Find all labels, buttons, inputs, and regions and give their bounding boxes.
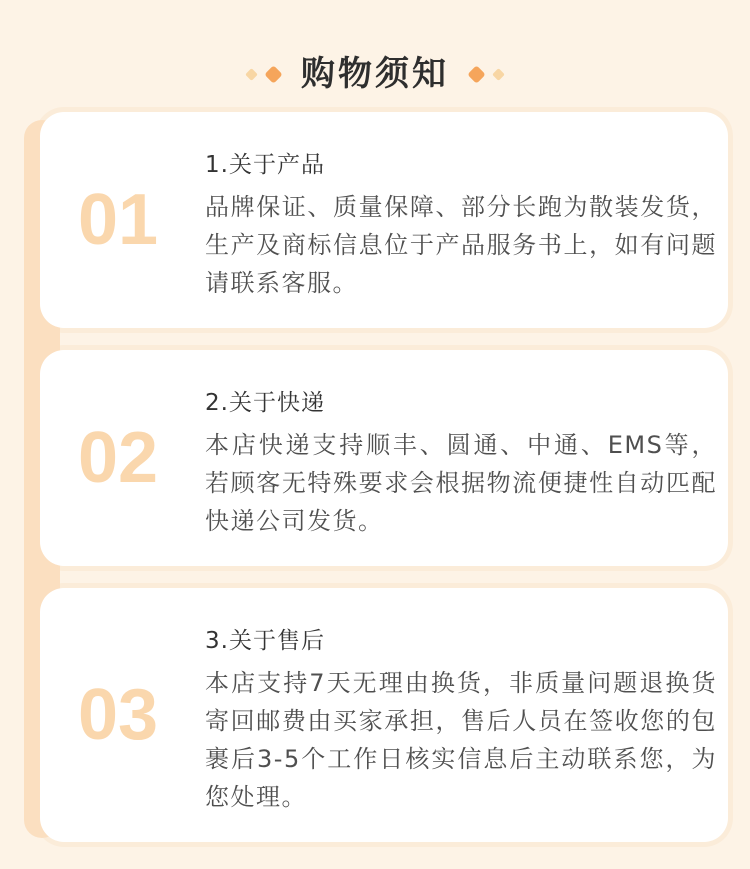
section-body: 本店快递支持顺丰、圆通、中通、EMS等，若顾客无特殊要求会根据物流便捷性自动匹配快递公司发货。 [205,431,717,535]
diamond-icon-right-small [492,68,505,81]
diamond-icon-left-small [245,68,258,81]
notice-list [0,112,750,842]
section-heading: 2.关于快递 [205,390,325,416]
page-title: 购物须知 [301,54,449,94]
section-body: 本店支持7天无理由换货，非质量问题退换货寄回邮费由买家承担，售后人员在签收您的包裹后3-5个工作日核实信息后主动联系您，为您处理。 [205,669,717,811]
notice-card [40,588,728,842]
section-body: 品牌保证、质量保障、部分长跑为散装发货，生产及商标信息位于产品服务书上，如有问题请联系客服。 [205,193,717,297]
notice-card-aftersales [40,588,728,842]
notice-card-product [40,112,728,328]
diamond-icon-left-large [264,65,282,83]
section-number: 02 [78,418,159,498]
notice-card [40,112,728,328]
shopping-notice-header [0,0,750,112]
notice-card [40,350,728,566]
diamond-icon-right-large [467,65,485,83]
section-number: 03 [78,675,159,755]
section-number: 01 [78,180,159,260]
section-heading: 3.关于售后 [205,628,325,654]
notice-card-delivery [40,350,728,566]
section-heading: 1.关于产品 [205,152,325,178]
